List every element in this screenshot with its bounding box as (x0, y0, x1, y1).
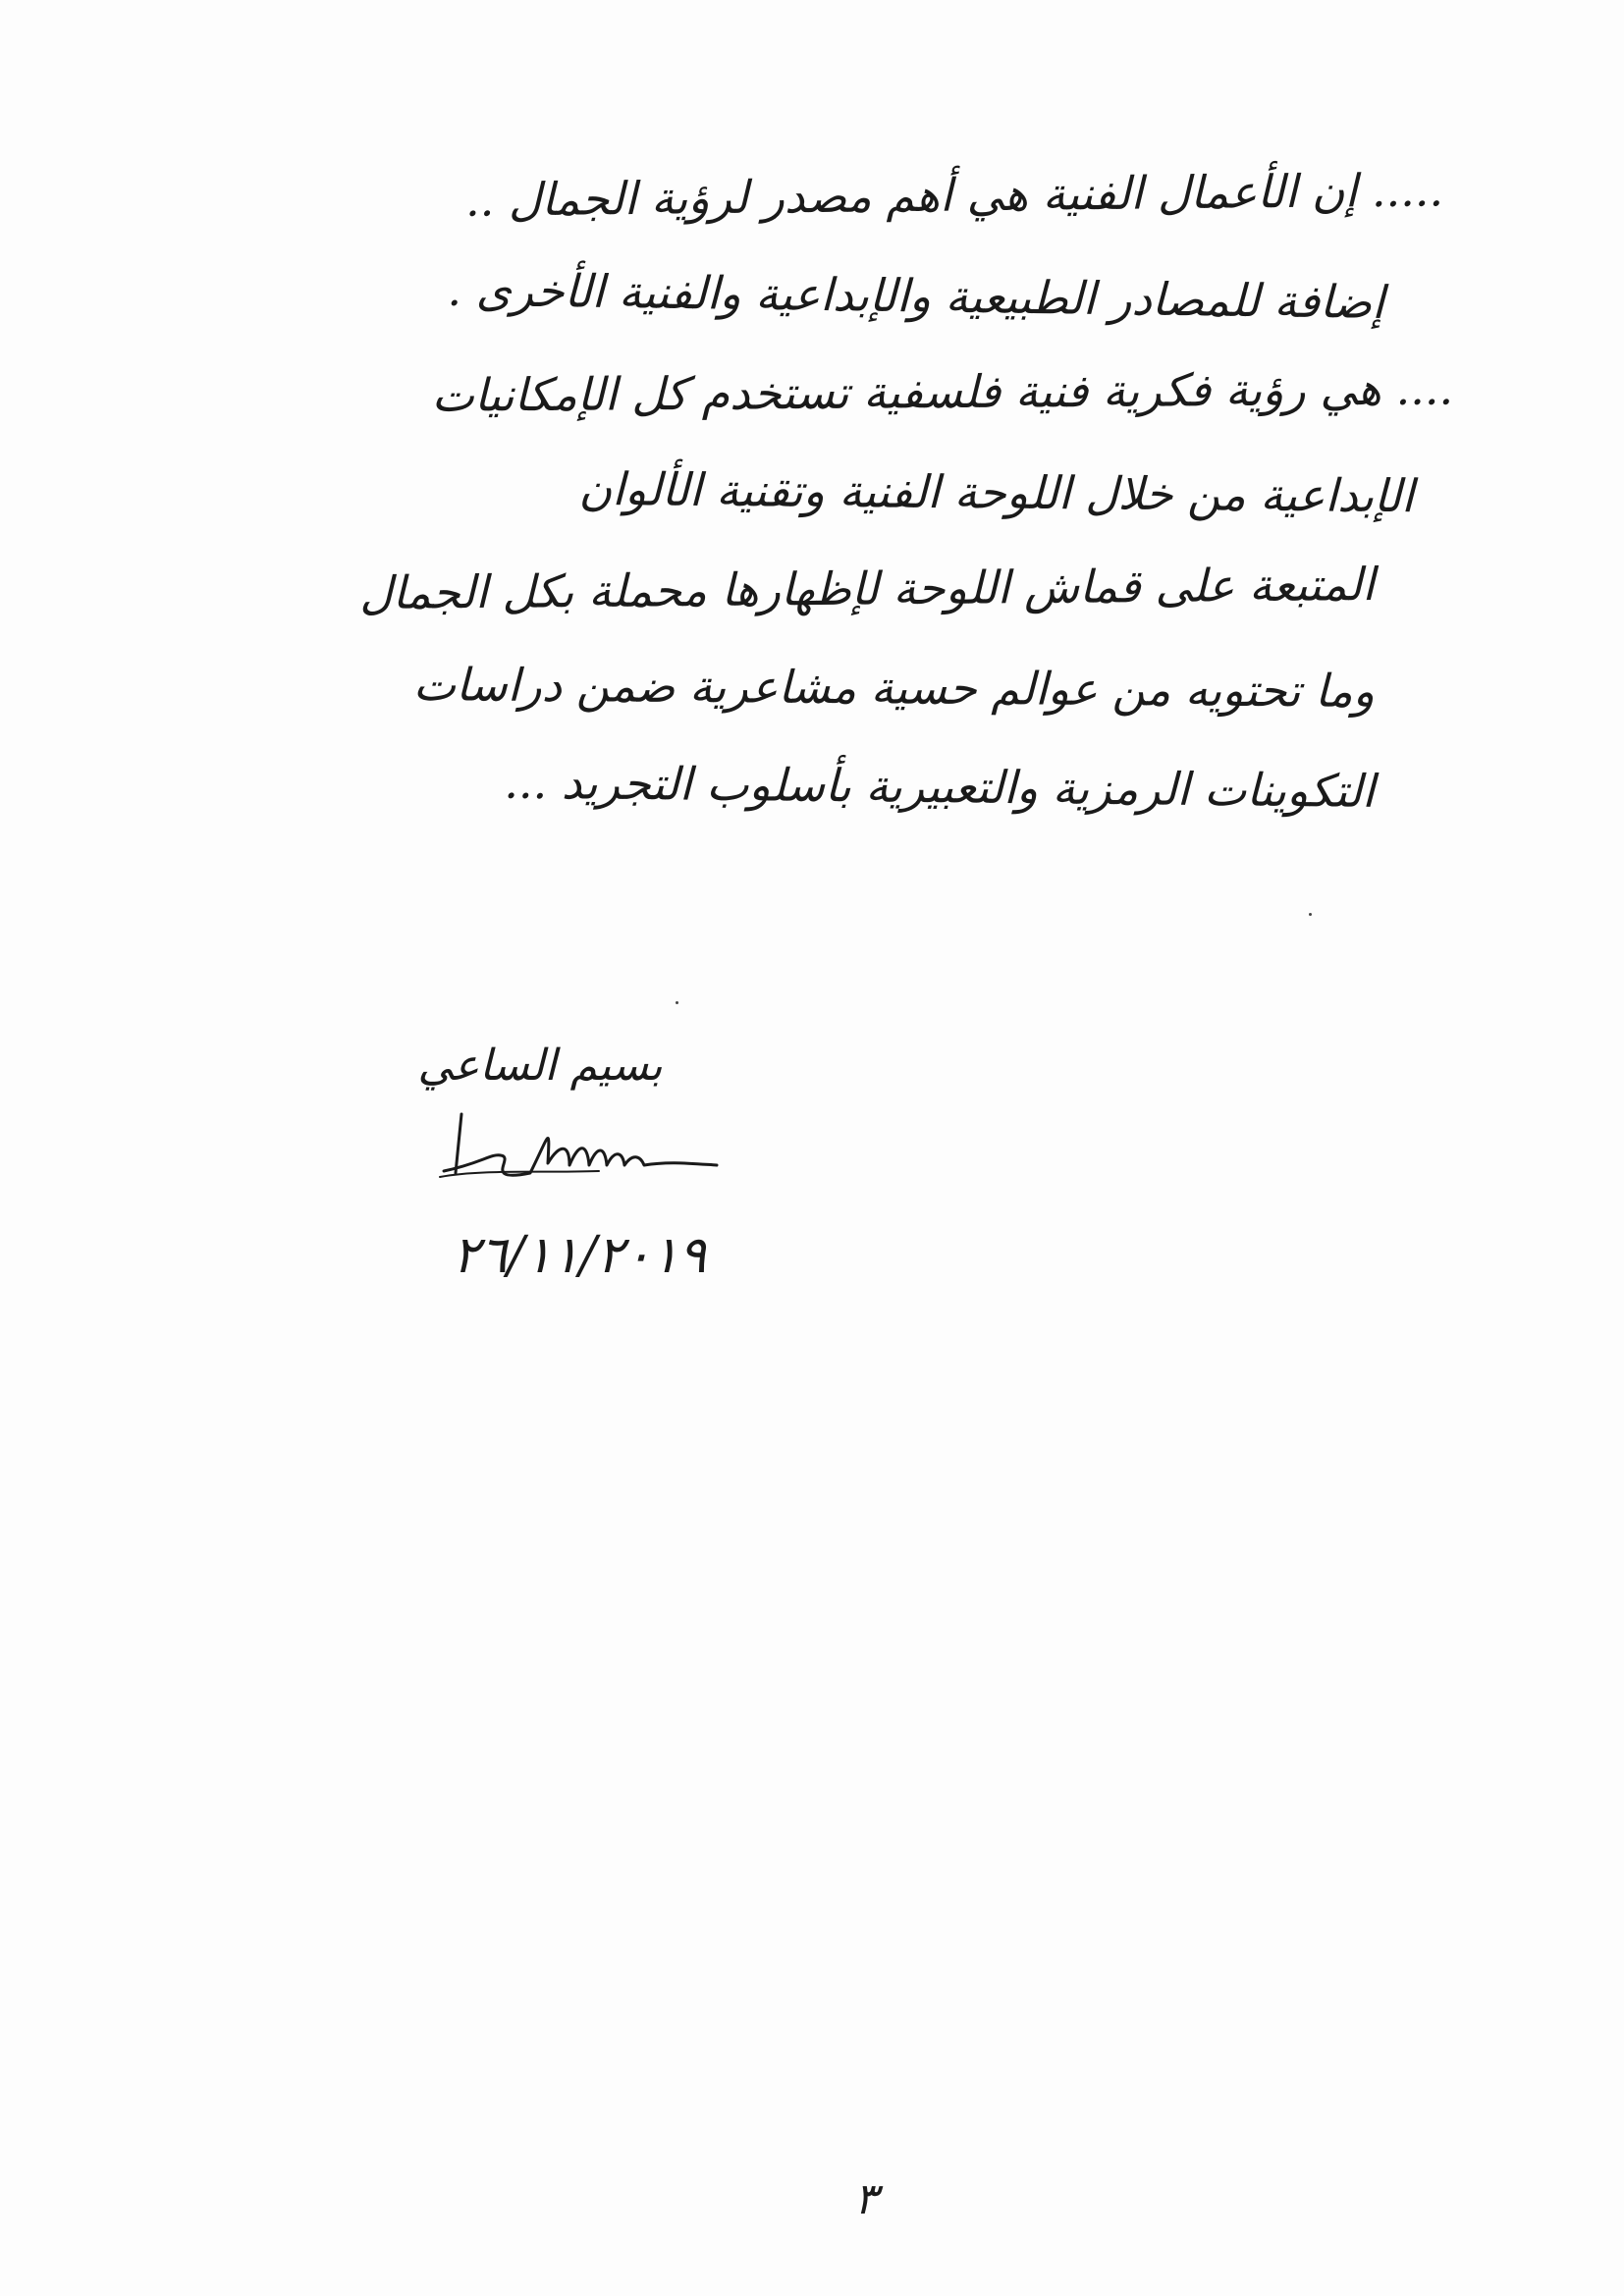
text-line: ..... إن الأعمال الفنية هي أهم مصدر لرؤية الجمال .. (464, 163, 1444, 227)
text-line: الإبداعية من خلال اللوحة الفنية وتقنية الألوان (578, 461, 1415, 523)
text-line: .... هي رؤية فكرية فنية فلسفية تستخدم كل الإمكانيات (431, 361, 1454, 422)
page-number: ٣ (854, 2174, 878, 2224)
handwritten-paragraph (167, 147, 1473, 834)
signature-block (373, 1041, 785, 1285)
text-line: المتبعة على قماش اللوحة لإظهارها محملة بكل الجمال (359, 558, 1376, 620)
text-line: إضافة للمصادر الطبيعية والإبداعية والفنية الأخرى . (447, 262, 1385, 330)
paper-speck (676, 1001, 678, 1004)
signature-date: ٢٦/١١/٢٠١٩ (452, 1226, 707, 1285)
signer-name: بسيم الساعي (417, 1041, 663, 1091)
paper-speck (1309, 913, 1312, 916)
text-line: التكوينات الرمزية والتعبيرية بأسلوب التجريد ... (504, 755, 1376, 818)
handwritten-signature-mark (422, 1095, 736, 1202)
text-line: وما تحتويه من عوالم حسية مشاعرية ضمن دراسات (412, 658, 1376, 718)
